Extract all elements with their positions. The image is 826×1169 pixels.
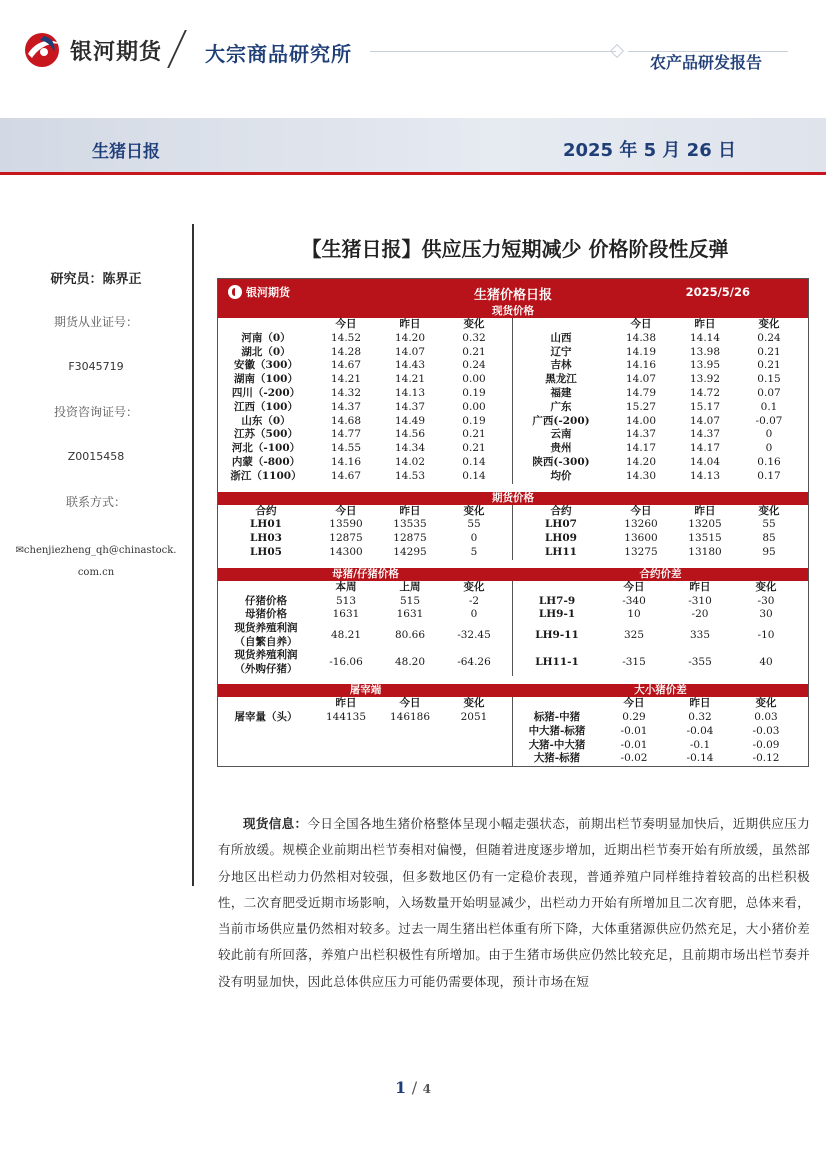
table-cell: 变化	[463, 580, 485, 593]
table-cell: 0.32	[688, 710, 712, 723]
table-row	[218, 442, 808, 456]
table-cell: 1631	[332, 608, 360, 621]
table-cell: 屠宰量（头）	[234, 710, 298, 723]
current-page: 1	[394, 1078, 407, 1097]
email-text: chenjiezheng_qh@chinastock.com.cn	[23, 545, 177, 578]
table-cell: 146186	[389, 710, 431, 723]
table-cell: 陕西(-300)	[532, 455, 590, 468]
table-cell: 95	[762, 545, 776, 558]
table-cell: 14.49	[394, 414, 426, 427]
table-cell: 2051	[460, 710, 488, 723]
table-cell: 0.07	[757, 386, 781, 399]
table-cell: 14.17	[689, 442, 721, 455]
table-cell: 13275	[624, 545, 658, 558]
table-cell: 14.07	[689, 414, 721, 427]
consult-number: Z0015458	[67, 450, 125, 463]
table-row	[218, 711, 808, 725]
table-cell: 0.29	[622, 710, 646, 723]
table-cell: 母猪价格	[245, 608, 287, 621]
table-cell: 14.21	[330, 373, 362, 386]
table-cell: -0.01	[620, 724, 648, 737]
table-cell: 变化	[463, 504, 485, 517]
table-cell: 均价	[550, 469, 572, 482]
table-row	[218, 470, 808, 484]
table-cell: 15.27	[625, 400, 657, 413]
table-cell: -64.26	[457, 655, 491, 668]
table-cell: 福建	[550, 386, 572, 399]
section-bar	[218, 305, 808, 318]
table-cell: 0	[470, 608, 478, 621]
table-cell: 14300	[329, 545, 363, 558]
table-cell: 14.67	[330, 359, 362, 372]
table-cell: 0.24	[462, 359, 486, 372]
commentary-lead: 现货信息：	[243, 816, 308, 831]
table-cell: 0.21	[462, 442, 486, 455]
table-cell: 0	[765, 428, 773, 441]
table-cell: 0.16	[757, 455, 781, 468]
table-cell: 14.79	[625, 386, 657, 399]
table-cell: 14.20	[394, 331, 426, 344]
table-cell: 今日	[630, 504, 652, 517]
table-cell: 0	[470, 532, 478, 545]
table-cell: -355	[688, 655, 712, 668]
table-cell: -0.12	[752, 752, 780, 765]
table-cell: LH05	[250, 545, 282, 558]
contact-label: 联系方式：	[65, 495, 126, 509]
table-cell: 325	[623, 628, 645, 641]
table-cell: 14.16	[330, 455, 362, 468]
table-cell: 40	[759, 655, 773, 668]
table-cell: 昨日	[335, 697, 357, 710]
table-cell: 标猪-中猪	[533, 710, 581, 723]
table-cell: 变化	[758, 318, 780, 330]
table-cell: 12875	[329, 532, 363, 545]
table-cell: LH9-1	[538, 608, 576, 621]
report-date: 2025 年 5 月 26 日	[562, 140, 736, 161]
futures-section-title: 期货价格	[218, 492, 808, 505]
table-cell: 13515	[688, 532, 722, 545]
table-cell: 浙江（1100）	[230, 469, 302, 482]
table-cell: 0.17	[757, 469, 781, 482]
table-cell: 四川（-200）	[231, 386, 301, 399]
table-cell: 辽宁	[550, 345, 572, 358]
table-cell: 14.20	[625, 455, 657, 468]
table-cell: 13590	[329, 518, 363, 531]
table-cell: 湖南（100）	[234, 373, 298, 386]
table-cell: 14.72	[689, 386, 721, 399]
sow-section-title: 母猪/仔猪价格	[218, 568, 513, 581]
table-cell	[513, 581, 601, 595]
table-row	[218, 739, 808, 753]
institute-name: 大宗商品研究所	[205, 42, 352, 66]
company-logo	[22, 30, 162, 70]
table-cell: 本周	[335, 580, 357, 593]
table-cell: 河北（-100）	[231, 442, 301, 455]
table-cell: 昨日	[689, 580, 711, 593]
table-cell: LH07	[545, 518, 577, 531]
table-cell: -30	[757, 594, 775, 607]
table-cell: 0.00	[462, 400, 486, 413]
column-divider	[192, 224, 194, 886]
table-cell	[513, 697, 601, 711]
section-bar	[218, 492, 808, 505]
table-row	[218, 428, 808, 442]
size-section-title: 大小猪价差	[513, 684, 808, 697]
page-number: 1 / 4	[394, 1078, 432, 1097]
table-row	[218, 752, 808, 766]
table-cell: 14.28	[330, 345, 362, 358]
table-brand-text: 银河期货	[246, 286, 290, 299]
table-cell: 今日	[623, 580, 645, 593]
table-cell: 144135	[325, 710, 367, 723]
table-cell: 55	[467, 518, 481, 531]
table-cell: 85	[762, 532, 776, 545]
table-cell	[218, 581, 314, 595]
table-cell: 14.13	[394, 386, 426, 399]
table-cell: 今日	[630, 318, 652, 330]
profit-label	[218, 622, 314, 649]
table-cell: 13.95	[689, 359, 721, 372]
table-cell: LH09	[545, 532, 577, 545]
table-cell: 48.20	[394, 655, 426, 668]
report-type: 农产品研发报告	[649, 53, 762, 72]
table-cell: 变化	[463, 697, 485, 710]
table-cell: 今日	[623, 697, 645, 710]
table-cell: 昨日	[399, 504, 421, 517]
table-cell: 黑龙江	[545, 373, 577, 386]
table-cell: 大猪-标猪	[533, 752, 581, 765]
table-cell: 14.34	[394, 442, 426, 455]
table-cell	[218, 318, 314, 332]
table-cell: 14.53	[394, 469, 426, 482]
table-cell: 14295	[393, 545, 427, 558]
table-cell: 昨日	[694, 318, 716, 330]
table-cell: -0.03	[752, 724, 780, 737]
table-cell: -0.02	[620, 752, 648, 765]
table-cell: 0.03	[754, 710, 778, 723]
table-cell: LH11	[545, 545, 577, 558]
profit-label-line: 现货养殖利润	[234, 649, 298, 662]
table-cell: -0.04	[686, 724, 714, 737]
table-cell	[218, 697, 314, 711]
table-cell: 48.21	[330, 628, 362, 641]
table-cell: 13180	[688, 545, 722, 558]
table-cell: 55	[762, 518, 776, 531]
table-cell: 山西	[550, 331, 572, 344]
table-cell: 14.67	[330, 469, 362, 482]
table-cell: 吉林	[550, 359, 572, 372]
title-band-underline	[0, 172, 826, 175]
spread-section-title: 合约价差	[513, 568, 808, 581]
company-name: 银河期货	[70, 39, 163, 65]
table-cell: LH11-1	[535, 655, 579, 668]
table-cell: 0	[765, 442, 773, 455]
table-cell: 14.37	[330, 400, 362, 413]
table-cell: LH01	[250, 518, 282, 531]
table-cell: 5	[470, 545, 478, 558]
table-cell: 安徽（300）	[234, 359, 298, 372]
table-row	[218, 332, 808, 346]
table-cell: 14.13	[689, 469, 721, 482]
table-cell: 江苏（500）	[234, 428, 298, 441]
contact-email[interactable]	[0, 540, 192, 584]
table-cell: 14.30	[625, 469, 657, 482]
table-cell: 14.37	[689, 428, 721, 441]
table-cell: 14.00	[625, 414, 657, 427]
table-cell: 13.98	[689, 345, 721, 358]
table-cell: -0.01	[620, 738, 648, 751]
table-row	[218, 649, 808, 676]
header-rule	[370, 51, 616, 52]
table-cell: 江西（100）	[234, 400, 298, 413]
diamond-icon	[610, 44, 624, 58]
table-date: 2025/5/26	[685, 285, 750, 299]
table-row	[218, 622, 808, 649]
table-cell: 14.16	[625, 359, 657, 372]
table-cell: 中大猪-标猪	[528, 724, 586, 737]
sow-header-row	[218, 581, 808, 595]
table-cell: 14.17	[625, 442, 657, 455]
table-cell: 513	[335, 594, 357, 607]
table-cell: 13.92	[689, 373, 721, 386]
table-cell: 14.77	[330, 428, 362, 441]
table-cell: 14.19	[625, 345, 657, 358]
table-cell: 14.38	[625, 331, 657, 344]
table-row	[218, 546, 808, 560]
table-cell: -340	[622, 594, 646, 607]
table-cell: 今日	[335, 504, 357, 517]
table-cell: 0.00	[462, 373, 486, 386]
table-row	[218, 415, 808, 429]
license-label: 期货从业证号：	[53, 315, 138, 329]
table-cell: 变化	[755, 697, 777, 710]
table-row	[218, 387, 808, 401]
profit-label-line: （自繁自养）	[234, 635, 298, 648]
table-cell: 10	[627, 608, 641, 621]
table-cell: 14.56	[394, 428, 426, 441]
table-cell: LH03	[250, 532, 282, 545]
table-cell: -2	[468, 594, 480, 607]
table-header	[218, 279, 808, 305]
table-cell: LH9-11	[535, 628, 579, 641]
table-cell: LH7-9	[538, 594, 576, 607]
table-row	[218, 373, 808, 387]
header-slash	[167, 30, 187, 68]
table-cell: -310	[688, 594, 712, 607]
table-cell: 0.21	[757, 345, 781, 358]
table-cell: 14.21	[394, 373, 426, 386]
table-row	[218, 401, 808, 415]
table-cell: 变化	[758, 504, 780, 517]
table-cell: 13260	[624, 518, 658, 531]
table-row	[218, 346, 808, 360]
table-cell: 0.14	[462, 455, 486, 468]
table-cell: 0.32	[462, 331, 486, 344]
table-cell: 14.14	[689, 331, 721, 344]
table-cell: -10	[757, 628, 775, 641]
table-cell: 云南	[550, 428, 572, 441]
table-cell: 河南（0）	[241, 331, 291, 344]
table-cell: 80.66	[394, 628, 426, 641]
table-cell: -0.07	[755, 414, 783, 427]
table-cell: 今日	[335, 318, 357, 330]
table-cell: 0.21	[462, 428, 486, 441]
report-name: 生猪日报	[92, 142, 160, 162]
table-cell: 0.15	[757, 373, 781, 386]
table-cell: 335	[689, 628, 711, 641]
table-cell: 14.43	[394, 359, 426, 372]
researcher-name: 研究员：陈界正	[50, 272, 142, 287]
price-table	[217, 278, 809, 767]
spot-section-title: 现货价格	[218, 305, 808, 318]
table-cell: 12875	[393, 532, 427, 545]
table-row	[218, 725, 808, 739]
section-bar	[218, 684, 808, 697]
consult-label: 投资咨询证号：	[53, 405, 138, 419]
galaxy-logo-icon	[22, 30, 64, 70]
table-cell: 湖北（0）	[241, 345, 291, 358]
table-cell: -0.1	[689, 738, 711, 751]
table-cell: 变化	[463, 318, 485, 330]
table-cell	[513, 318, 609, 332]
table-cell: 合约	[255, 504, 277, 517]
table-cell: 14.52	[330, 331, 362, 344]
profit-label-line: 现货养殖利润	[234, 622, 298, 635]
spot-header-row	[218, 318, 808, 332]
section-bar	[218, 568, 808, 581]
license-number: F3045719	[68, 360, 124, 373]
table-cell: 0.21	[757, 359, 781, 372]
table-cell: 昨日	[399, 318, 421, 330]
table-cell: 广东	[550, 400, 572, 413]
table-cell: 13535	[393, 518, 427, 531]
table-cell: 14.07	[394, 345, 426, 358]
table-cell: 30	[759, 608, 773, 621]
table-cell: 0.1	[760, 400, 778, 413]
author-info	[0, 268, 192, 584]
table-cell: 上周	[399, 580, 421, 593]
article-title: 【生猪日报】供应压力短期减少 价格阶段性反弹	[301, 237, 729, 261]
table-cell: -0.14	[686, 752, 714, 765]
table-cell: 合约	[550, 504, 572, 517]
total-pages: 4	[422, 1082, 432, 1096]
table-cell: 13600	[624, 532, 658, 545]
table-cell: 广西(-200)	[532, 414, 590, 427]
table-cell: -32.45	[457, 628, 491, 641]
slaughter-header-row	[218, 697, 808, 711]
table-cell: 昨日	[694, 504, 716, 517]
slaughter-section-title: 屠宰端	[218, 684, 513, 697]
table-cell: 内蒙（-800）	[231, 455, 301, 468]
table-cell: 515	[399, 594, 421, 607]
table-cell: 仔猪价格	[245, 594, 287, 607]
table-cell: -16.06	[329, 655, 363, 668]
table-cell: 1631	[396, 608, 424, 621]
table-row	[218, 518, 808, 532]
table-cell: 14.07	[625, 373, 657, 386]
table-title: 生猪价格日报	[473, 288, 552, 303]
table-cell: -315	[622, 655, 646, 668]
table-cell: 昨日	[689, 697, 711, 710]
commentary-text: 今日全国各地生猪价格整体呈现小幅走强状态，前期出栏节奏明显加快后，近期供应压力有所放缓。规模企业前期出栏节奏相对偏慢，但随着进度逐步增加，近期出栏节奏开始有所放缓，虽然部分地区出栏动力仍然相对较强，但多数地区仍有一定稳价表现，普通养殖户同样维持着较高的出栏积极性，二次育肥受近期市场影响，入场数量开始明显减少，出栏动力开始有所增加且二次育肥，总体来看，当前市场供应量仍然相对较多。过去一周生猪出栏体重有所下降，大体重猪源供应仍然充足，大小猪价差较此前有所回落，养殖户出栏积极性有所增加。由于生猪市场供应仍然比较充足，且前期市场出栏节奏并没有明显加快，因此总体供应压力可能仍需要体现，预计市场在短	[218, 816, 810, 989]
table-cell: 14.37	[394, 400, 426, 413]
table-cell: 今日	[399, 697, 421, 710]
mail-icon: ✉	[15, 545, 24, 556]
table-cell: 0.24	[757, 331, 781, 344]
table-cell: 变化	[755, 580, 777, 593]
futures-header-row	[218, 505, 808, 519]
table-row	[218, 456, 808, 470]
table-row	[218, 359, 808, 373]
table-cell: 13205	[688, 518, 722, 531]
table-cell: 0.14	[462, 469, 486, 482]
table-cell: 14.32	[330, 386, 362, 399]
table-cell: 山东（0）	[241, 414, 291, 427]
spot-commentary	[218, 811, 810, 995]
table-cell: 14.55	[330, 442, 362, 455]
table-row	[218, 608, 808, 622]
table-cell: 贵州	[550, 442, 572, 455]
table-cell: 0.19	[462, 386, 486, 399]
table-row	[218, 532, 808, 546]
table-cell: 14.37	[625, 428, 657, 441]
profit-label	[218, 649, 314, 676]
table-cell: 大猪-中大猪	[528, 738, 586, 751]
profit-label-line: （外购仔猪）	[234, 662, 298, 675]
table-cell: 14.04	[689, 455, 721, 468]
table-cell: -20	[691, 608, 709, 621]
table-cell: 14.02	[394, 455, 426, 468]
table-row	[218, 595, 808, 609]
table-cell: 14.68	[330, 414, 362, 427]
table-cell: 0.21	[462, 345, 486, 358]
table-cell: -0.09	[752, 738, 780, 751]
table-cell: 15.17	[689, 400, 721, 413]
table-cell: 0.19	[462, 414, 486, 427]
